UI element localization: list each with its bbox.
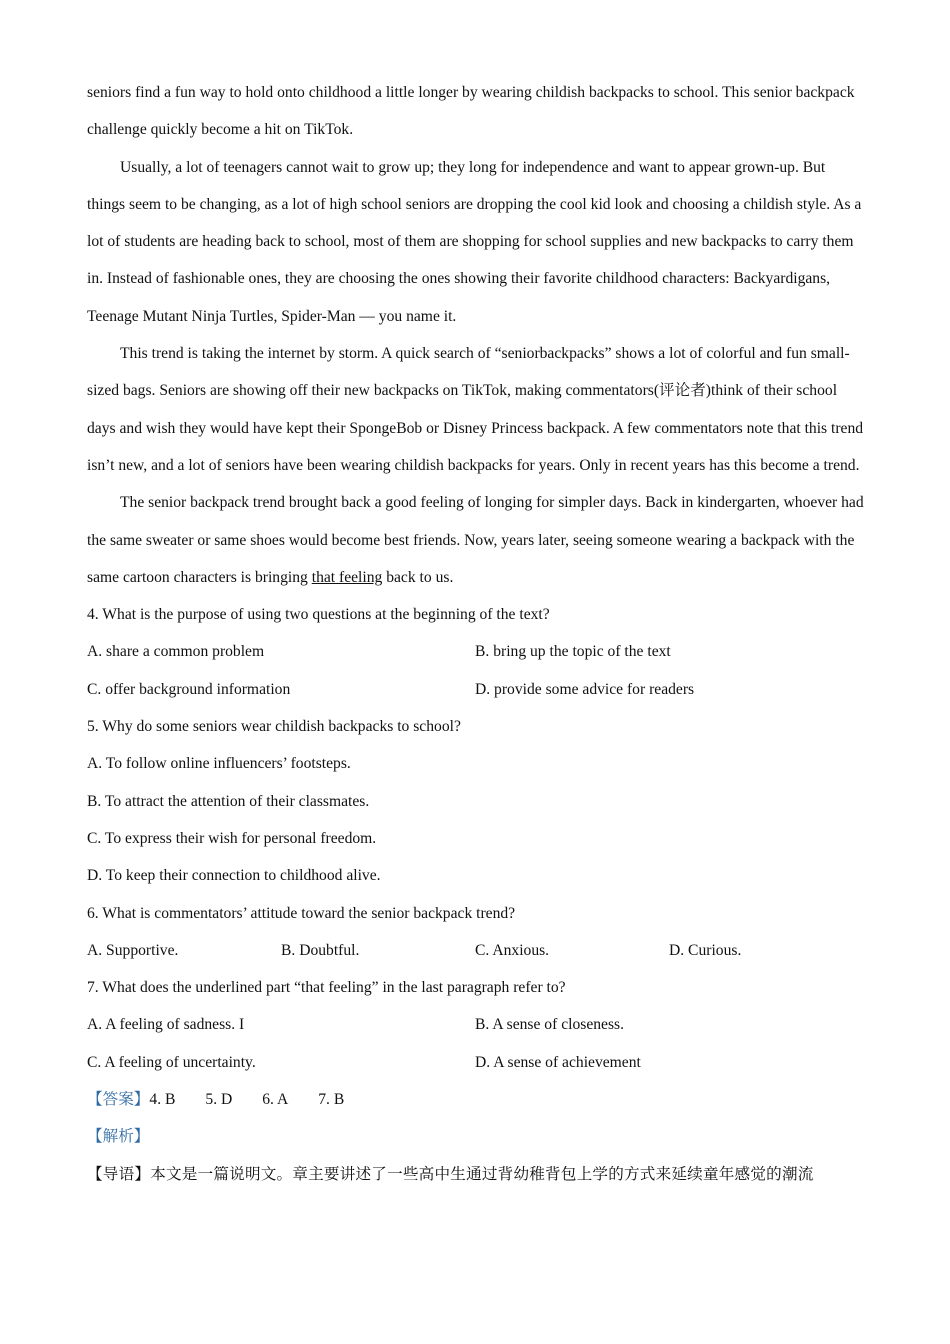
question-6-option-c: C. Anxious. [475, 941, 550, 959]
question-6-options-row [87, 932, 867, 969]
answer-item-7: 7. B [318, 1091, 345, 1109]
analysis-label: 【解析】 [87, 1128, 150, 1146]
answer-item-6: 6. A [262, 1091, 289, 1109]
question-4-option-b: B. bring up the topic of the text [475, 643, 671, 661]
question-4-option-a: A. share a common problem [87, 643, 265, 661]
question-4-options-row-2 [87, 671, 867, 708]
passage-paragraph-3: This trend is taking the internet by storm. A quick search of “seniorbackpacks” shows a lot of colorful and fun small-sized bags. Seniors are showing off their new backpacks on TikTok, making commentators(评论者)think of their school days and wish they would have kept their SpongeBob or Disney Princess backpack. A few commentators note that this trend isn’t new, and a lot of seniors have been wearing childish backpacks for years. Only in recent years has this become a trend. [87, 345, 864, 474]
passage-paragraph-4-text: The senior backpack trend brought back a good feeling of longing for simpler days. Back in kindergarten, whoever had the same sweater or same shoes would become best friends. Now, years later, seeing someone wearing a backpack with the same cartoon characters is bringing [87, 494, 864, 586]
question-5-option-a: A. To follow online influencers’ footsteps. [87, 755, 351, 773]
question-5-option-c: C. To express their wish for personal freedom. [87, 829, 377, 847]
question-4-option-d: D. provide some advice for readers [475, 680, 695, 698]
question-6-option-d: D. Curious. [669, 941, 742, 959]
question-5-stem: 5. Why do some seniors wear childish backpacks to school? [87, 718, 461, 736]
guide-line [87, 1156, 867, 1193]
guide-text: 本文是一篇说明文。章主要讲述了一些高中生通过背幼稚背包上学的方式来延续童年感觉的潮流 [150, 1165, 814, 1183]
question-7-stem: 7. What does the underlined part “that feeling” in the last paragraph refer to? [87, 979, 566, 997]
guide-label: 【导语】 [87, 1165, 151, 1183]
passage-paragraph-1: seniors find a fun way to hold onto childhood a little longer by wearing childish backpacks to school. This senior backpack challenge quickly become a hit on TikTok. [87, 84, 855, 139]
question-7-option-a: A. A feeling of sadness. I [87, 1016, 245, 1034]
analysis-line [87, 1118, 867, 1155]
question-7-option-b: B. A sense of closeness. [475, 1016, 624, 1034]
passage-paragraph-4-end: back to us. [382, 568, 454, 586]
passage-paragraph-4 [87, 484, 867, 596]
question-5-option-d: D. To keep their connection to childhood alive. [87, 867, 381, 885]
document-page [87, 74, 867, 1193]
question-7-option-d: D. A sense of achievement [475, 1053, 641, 1071]
question-6-stem: 6. What is commentators’ attitude toward the senior backpack trend? [87, 904, 516, 922]
answer-line [87, 1081, 867, 1118]
underlined-phrase: that feeling [311, 568, 383, 586]
question-5-option-b: B. To attract the attention of their classmates. [87, 792, 370, 810]
question-7-options-row-2 [87, 1044, 867, 1081]
answer-item-5: 5. D [205, 1091, 233, 1109]
question-4-option-c: C. offer background information [87, 680, 291, 698]
question-6-option-b: B. Doubtful. [281, 941, 360, 959]
question-4-stem: 4. What is the purpose of using two questions at the beginning of the text? [87, 606, 550, 624]
passage-paragraph-2: Usually, a lot of teenagers cannot wait to grow up; they long for independence and want to appear grown-up. But things seem to be changing, as a lot of high school seniors are dropping the cool kid look and choosing a childish style. As a lot of students are heading back to school, most of them are shopping for school supplies and new backpacks to carry them in. Instead of fashionable ones, they are choosing the ones showing their favorite childhood characters: Backyardigans, Teenage Mutant Ninja Turtles, Spider-Man — you name it. [87, 158, 862, 325]
question-7-options-row-1 [87, 1006, 867, 1043]
answer-item-4: 4. B [149, 1091, 176, 1109]
question-7-option-c: C. A feeling of uncertainty. [87, 1053, 256, 1071]
answer-label: 【答案】 [87, 1091, 150, 1109]
question-6-option-a: A. Supportive. [87, 941, 179, 959]
question-4-options-row-1 [87, 633, 867, 670]
